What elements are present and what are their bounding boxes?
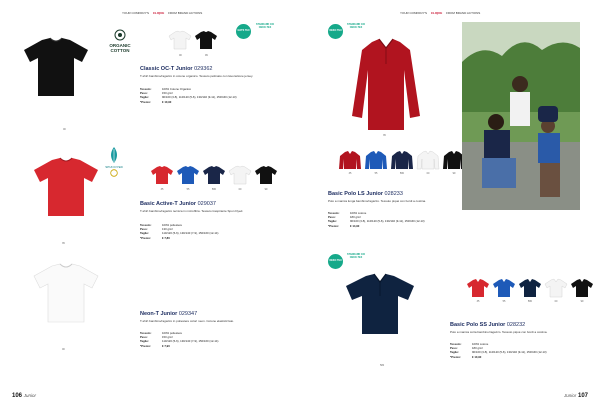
swatch-white [544, 278, 568, 298]
product-description: T-shirt bambino/ragazzo in poliestere colori neon. Cotone elasticizzato. [140, 319, 235, 323]
image-caption: 00 [62, 348, 65, 351]
swatch-captions: 35 55 580 00 99 [476, 300, 584, 303]
product-specs: Tessuto: 100% cotone Peso: 180 g/m² Taglie: 90/100 (3-5), 110/120 (5-6), 130/140 (9-11), 150/160 (12-13) *Prezzo: € 14,90 [328, 211, 425, 228]
page-header [122, 11, 202, 15]
image-caption: 35 [62, 242, 65, 245]
swatch-black [570, 278, 594, 298]
product-description: Polo a manica corta bambino/ragazzo. Tessuto piqué con bordi a costina. [450, 330, 548, 334]
swatch-black [194, 30, 218, 50]
right-page [300, 0, 600, 407]
swatch-red [466, 278, 490, 298]
swatch-white [168, 30, 192, 50]
page-number-right: Junior 107 [564, 393, 588, 399]
swatch-caption: 99 [205, 54, 208, 57]
header-suffix: FROM BRAND ACTIONS [168, 11, 203, 15]
swatch-navy [518, 278, 542, 298]
image-caption: 35 [383, 134, 386, 137]
image-caption: 00 [63, 128, 66, 131]
organic-cotton-logo: ORGANIC COTTON [102, 28, 138, 53]
page-header: YOUR COMPANY'S CLIQUE FROM BRAND ACTIONS [400, 11, 481, 15]
swatch-white [416, 150, 440, 170]
color-swatches [168, 30, 218, 50]
header-prefix: YOUR COMPANY'S [122, 11, 150, 15]
cotton-flower-icon [112, 28, 128, 42]
lifestyle-photo [462, 22, 580, 210]
tshirt-image-red [32, 156, 100, 218]
swatch-captions: 35 55 580 00 99 [348, 172, 456, 175]
tshirt-image-white [32, 262, 100, 324]
swatch-red [150, 165, 174, 185]
standard-label: STANDARD 100 OEKO-TEX [347, 23, 365, 29]
swatch-caption: 00 [179, 54, 182, 57]
certification-badge: GOTS TEX [236, 24, 251, 39]
brand-name: CLIQUE [152, 11, 165, 15]
product-specs: Tessuto: 100% poliestere Peso: 130 g/m² Taglie: 110/120 (5-6), 130/140 (7-9), 150/160 (12-14) *Prezzo: € 7,80 [140, 223, 219, 240]
swatch-navy [202, 165, 226, 185]
product-title: Neon-T Junior 029347 [140, 311, 198, 317]
product-description: T-shirt bambino/ragazzo tecnica in microfibra. Tessuto traspirante Spun Dyed. [140, 209, 244, 213]
swatch-blue [492, 278, 516, 298]
swatch-red [338, 150, 362, 170]
product-specs: Tessuto: 100% Cotone Organico Peso: 150 g/m² Taglie: 90/100 (3-5), 110/120 (5-6), 130/140 (9-11), 150/160 (12-13) *Prezzo: € 10,90 [140, 87, 237, 104]
standard-label: STANDARD 100 OEKO-TEX [256, 23, 274, 29]
product-description: T-shirt bambino/ragazzo in cotone organico. Tessuto pettinato con lavorazione jersey. [140, 74, 254, 78]
product-specs: Tessuto: 100% cotone Peso: 180 g/m² Taglie: 90/100 (3-5), 110/120 (5-6), 130/140 (9-11), 150/160 (12-13) *Prezzo: € 10,90 [450, 342, 547, 359]
swatch-captions: 35 55 580 00 99 [160, 188, 268, 191]
polo-longsleeve-image-red [348, 36, 424, 132]
swatch-blue [364, 150, 388, 170]
swatch-white [228, 165, 252, 185]
product-title: Basic Active-T Junior 029037 [140, 201, 216, 207]
image-caption: 580 [380, 364, 385, 367]
color-swatches [150, 165, 278, 185]
color-swatches [466, 278, 594, 298]
product-title: Classic OC-T Junior 029362 [140, 66, 213, 72]
tshirt-image-black [22, 36, 90, 98]
product-title: Basic Polo SS Junior 028232 [450, 322, 526, 328]
certification-badge: OEKO TEX [328, 254, 343, 269]
page-number-left: 106 Junior [12, 393, 36, 399]
product-specs: Tessuto: 100% poliestere Peso: 150 g/m² Taglie: 110/120 (5-6), 130/140 (7-9), 150/160 (12-14) *Prezzo: € 7,90 [140, 331, 219, 348]
swatch-blue [176, 165, 200, 185]
color-swatches [338, 150, 466, 170]
product-description: Polo a manica lunga bambino/ragazzo. Tessuto piqué con bordi a costina. [328, 199, 427, 203]
swatch-navy [390, 150, 414, 170]
swatch-black [254, 165, 278, 185]
eco-seal-icon [110, 169, 118, 177]
standard-label: STANDARD 100 OEKO-TEX [347, 253, 365, 259]
polo-shortsleeve-image-navy [344, 272, 416, 336]
kids-photo-image [462, 22, 580, 210]
drop-leaf-icon [107, 146, 121, 164]
certification-badge: OEKO TEX [328, 24, 343, 39]
spun-dyed-logo: SPUN DYED [102, 146, 126, 179]
product-title: Basic Polo LS Junior 028233 [328, 191, 403, 197]
